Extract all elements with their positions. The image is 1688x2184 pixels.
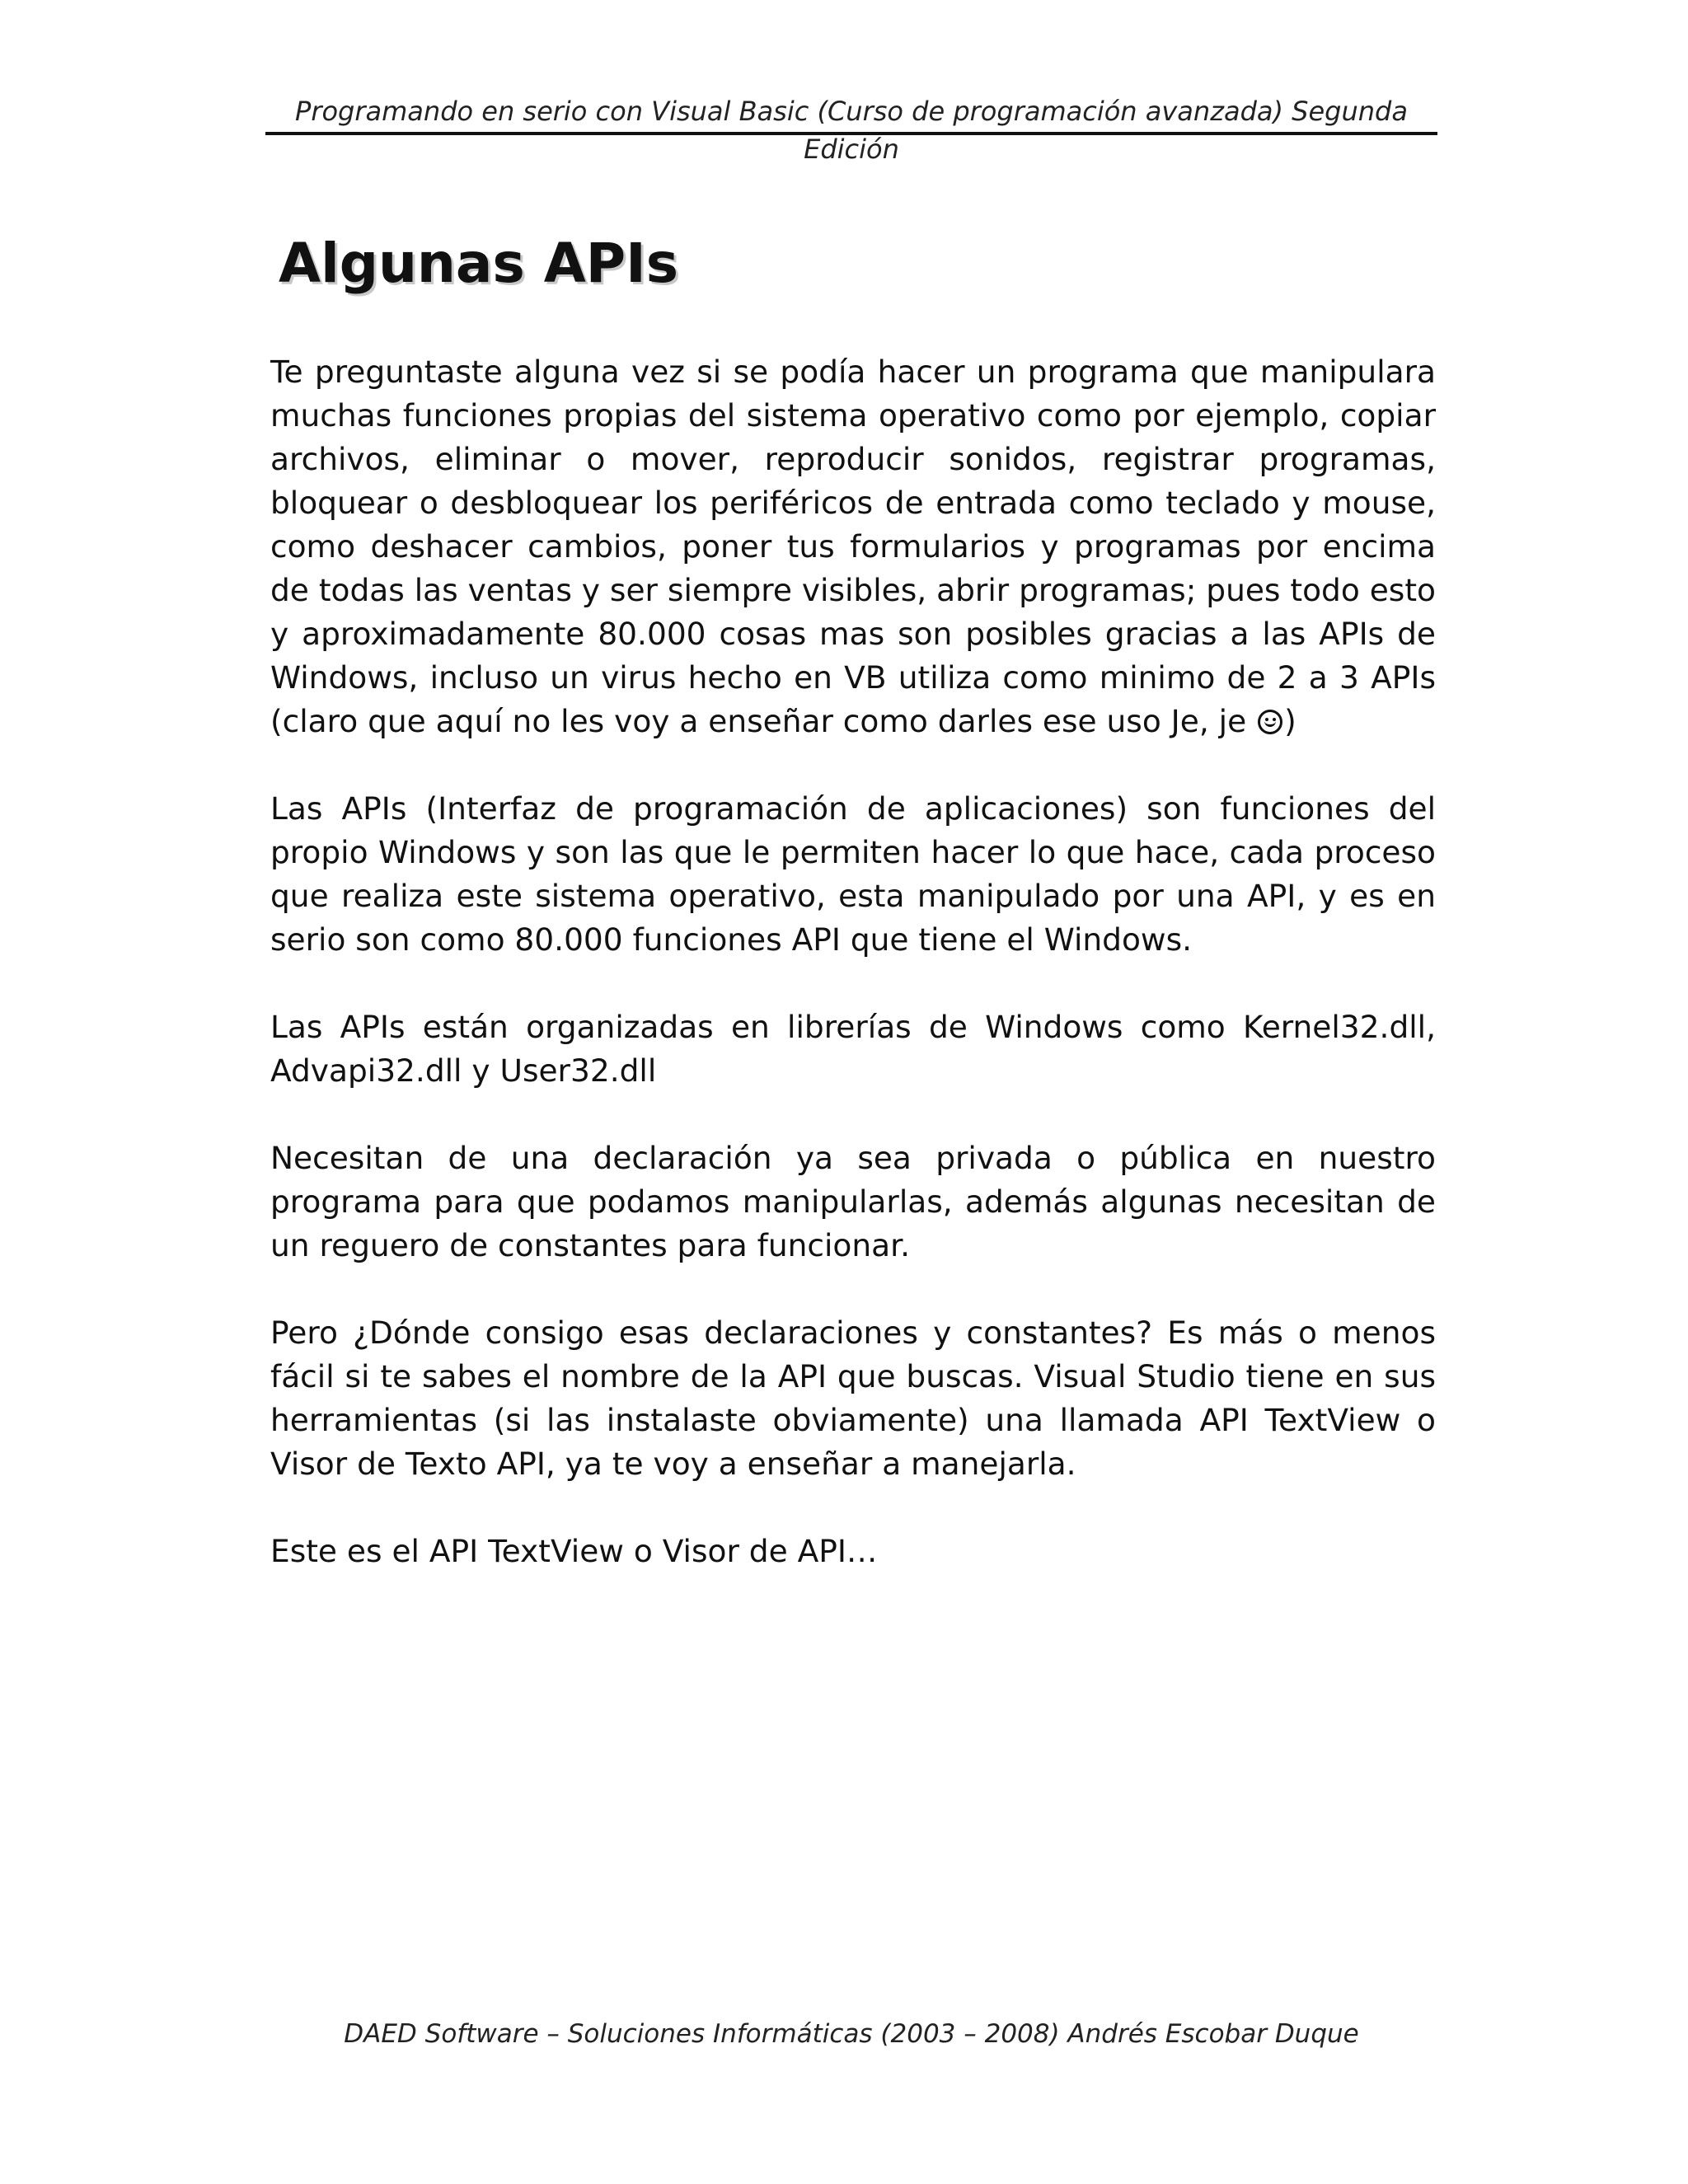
paragraph-api-viewer-intro: Este es el API TextView o Visor de API… [270, 1533, 878, 1569]
paragraph-api-declaration: Necesitan de una declaración ya sea privada o pública en nuestro programa para que podamos manipularlas, además algunas necesitan de un reguero de constantes para funcionar. [270, 1140, 1436, 1263]
page-title: Algunas APIs [279, 232, 679, 295]
paragraph-intro-tail: ) [1284, 703, 1296, 739]
page-header [265, 92, 1437, 165]
paragraph-intro [270, 350, 1436, 743]
paragraph-api-libraries: Las APIs están organizadas en librerías de Windows como Kernel32.dll, Advapi32.dll y User32.dll [270, 1009, 1436, 1089]
paragraph-api-textview: Pero ¿Dónde consigo esas declaraciones y constantes? Es más o menos fácil si te sabes el nombre de la API que buscas. Visual Studio tiene en sus herramientas (si las instalaste obviamente) una llamada API TextView o Visor de Texto API, ya te voy a enseñar a manejarla. [270, 1315, 1436, 1482]
smiley-face-icon [1258, 710, 1282, 734]
paragraph-api-definition: Las APIs (Interfaz de programación de aplicaciones) son funciones del propio Windows y son las que le permiten hacer lo que hace, cada proceso que realiza este sistema operativo, esta manipulado por una API, y es en serio son como 80.000 funciones API que tiene el Windows. [270, 790, 1436, 958]
paragraph-intro-text: Te preguntaste alguna vez si se podía hacer un programa que manipulara muchas funciones propias del sistema operativo como por ejemplo, copiar archivos, eliminar o mover, reproducir sonidos, registrar programas, bloquear o desbloquear los periféricos de entrada como teclado y mouse, como deshacer cambios, poner tus formularios y programas por encima de todas las ventas y ser siempre visibles, abrir programas; pues todo esto y aproximadamente 80.000 cosas mas son posibles gracias a las APIs de Windows, incluso un virus hecho en VB utiliza como minimo de 2 a 3 APIs (claro que aquí no les voy a enseñar como darles ese uso Je, je [270, 354, 1436, 739]
page-footer: DAED Software – Soluciones Informáticas (2003 – 2008) Andrés Escobar Duque [344, 2019, 1359, 2049]
body-content [270, 350, 1436, 1617]
running-title: Programando en serio con Visual Basic (Curso de programación avanzada) Segunda Edición [295, 96, 1408, 165]
